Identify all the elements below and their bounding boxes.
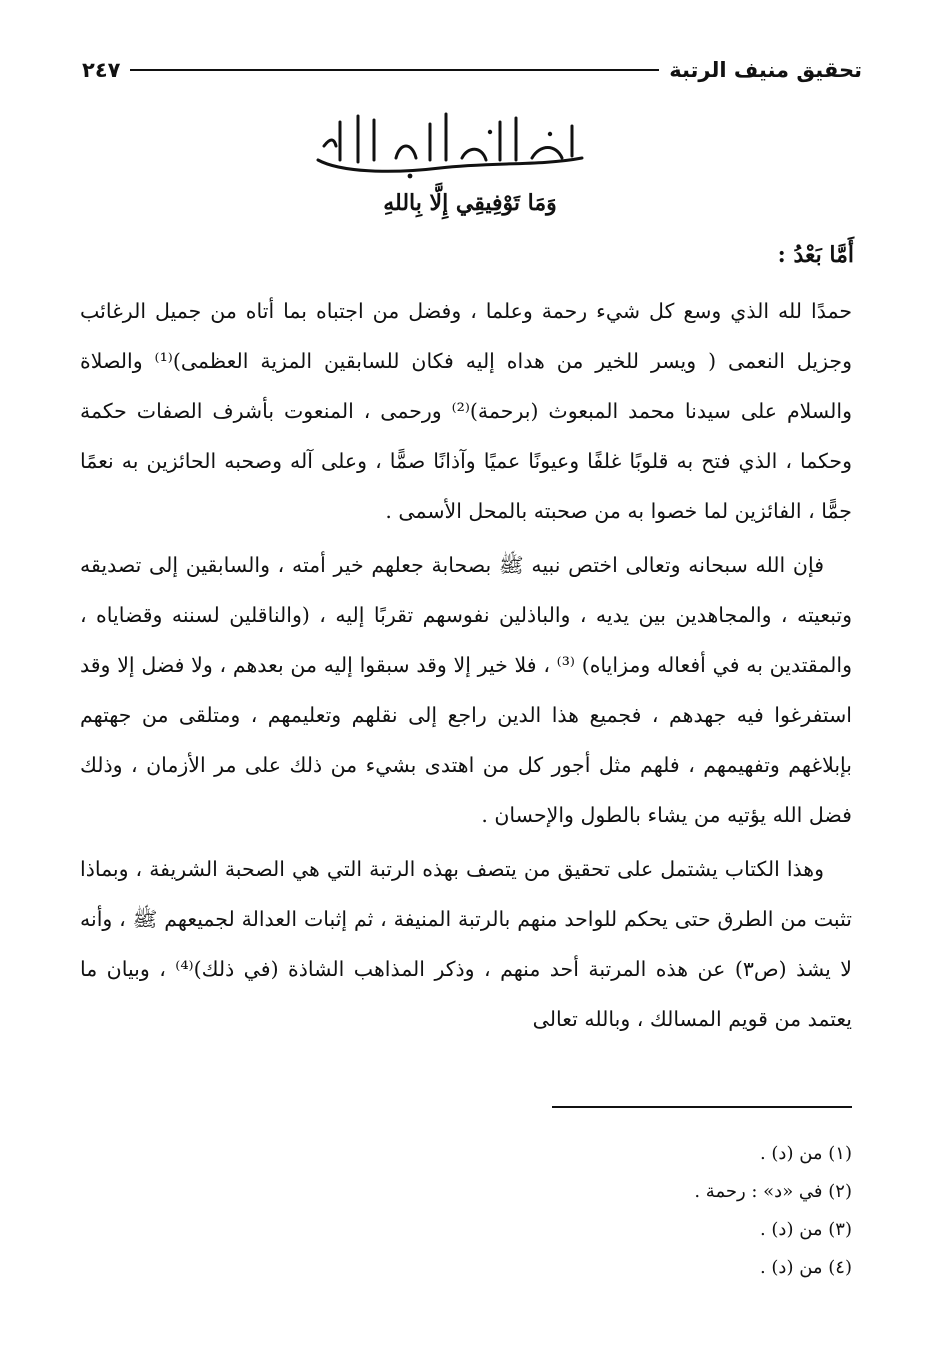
- footnote-divider: [552, 1106, 852, 1108]
- footnote: (٢) في «د» : رحمة .: [694, 1181, 852, 1202]
- footnote: (٤) من (د) .: [759, 1257, 852, 1278]
- paragraph: حمدًا لله الذي وسع كل شيء رحمة وعلما ، وفضل من اجتباه بما أتاه من جميل الرغائب وجزيل النعمى ( ويسر للخير من هداه إليه فكان للسابقين المزية العظمى)⁽¹⁾ والصلاة والسلام على سيدنا محمد المبعوث (برحمة)⁽²⁾ ورحمى ، المنعوت بأشرف الصفات حكمة وحكما ، الذي فتح به قلوبًا غلفًا وعيونًا عميًا وآذانًا صمًّا ، وعلى آله وصحبه الحائزين به نعمًا جمًّا ، الفائزين لما خصوا به من صحبته بالمحل الأسمى .: [80, 299, 853, 523]
- invocation-line: وَمَا تَوْفِيقِي إِلَّا بِاللهِ: [383, 190, 557, 216]
- footnote: (١) من (د) .: [759, 1143, 852, 1164]
- basmala-calligraphy: [300, 102, 600, 182]
- page-number: ٢٤٧: [82, 58, 121, 82]
- footnotes: [694, 1135, 852, 1287]
- basmala-text: بسم الله الرحمن الرحيم: [444, 180, 456, 181]
- paragraph: فإن الله سبحانه وتعالى اختص نبيه ﷺ بصحابة جعلهم خير أمته ، والسابقين إلى تصديقه وتبعيته ، والمجاهدين بين يديه ، والباذلين نفوسهم تقربًا إليه ، (والناقلين لسننه وقضاياه ، والمقتدين به في أفعاله ومزاياه) ⁽³⁾ ، فلا خير إلا وقد سبقوا إليه من بعدهم ، ولا فضل إلا وقد استفرغوا فيه جهدهم ، فجميع هذا الدين راجع إلى نقلهم وتعليمهم ، ومتلقى من جهتهم بإبلاغهم وتفهيمهم ، فلهم مثل أجور كل من اهتدى بشيء من ذلك على مر الأزمان ، وذلك فضل الله يؤتيه من يشاء بالطول والإحسان .: [80, 553, 852, 827]
- opening-phrase: أَمَّا بَعْدُ :: [777, 242, 854, 268]
- header-rule: [130, 69, 659, 71]
- body-text: [80, 286, 852, 1044]
- footnote: (٣) من (د) .: [759, 1219, 852, 1240]
- paragraph: وهذا الكتاب يشتمل على تحقيق من يتصف بهذه الرتبة التي هي الصحبة الشريفة ، وبماذا تثبت من الطرق حتى يحكم للواحد منهم بالرتبة المنيفة ، ثم إثبات العدالة لجميعهم ﷺ ، وأنه لا يشذ (ص٣) عن هذه المرتبة أحد منهم ، وذكر المذاهب الشاذة (في ذلك)⁽⁴⁾ ، وبيان ما يعتمد من قويم المسالك ، وبالله تعالى: [80, 857, 852, 1031]
- book-title: تحقيق منيف الرتبة: [669, 58, 862, 82]
- running-header: [82, 50, 862, 90]
